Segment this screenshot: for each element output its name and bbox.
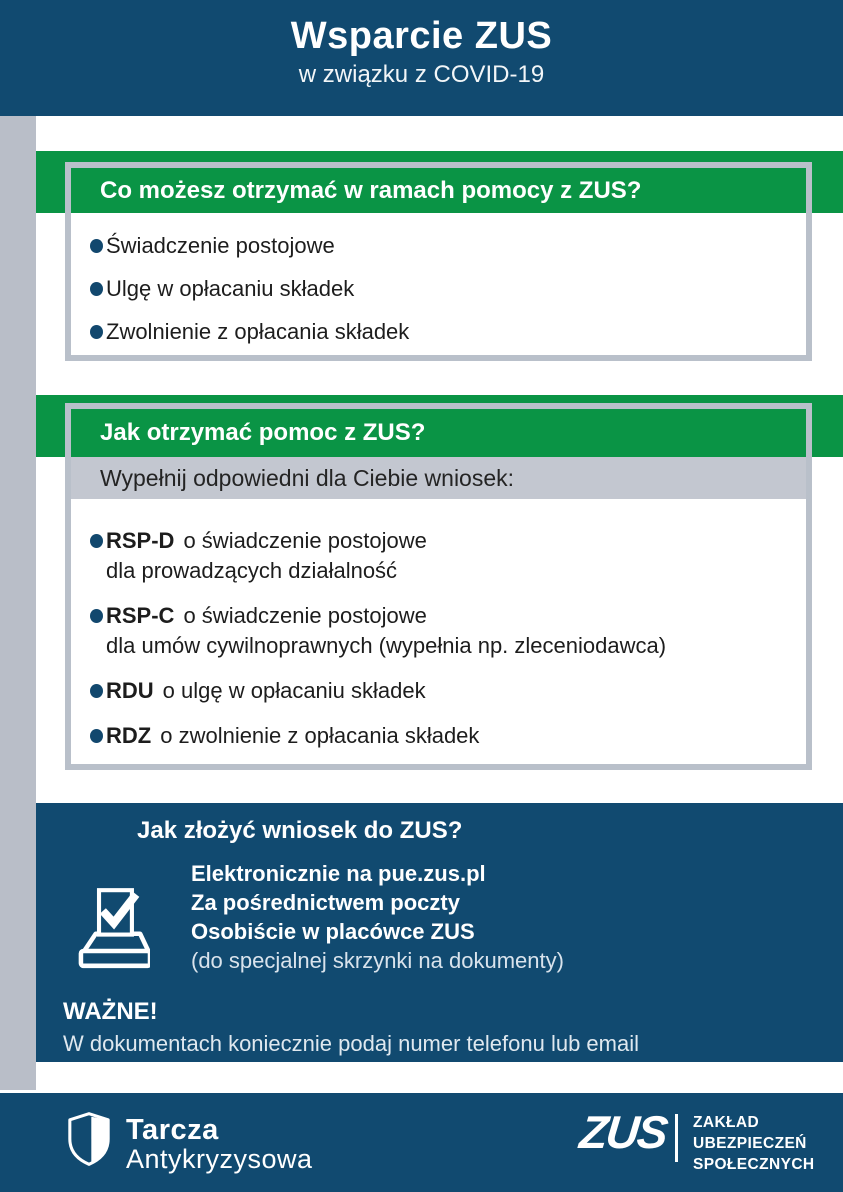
list-item-label: Zwolnienie z opłacania składek <box>106 319 410 344</box>
form-line <box>106 723 479 748</box>
submit-section <box>36 803 843 1062</box>
list-item <box>71 231 806 261</box>
how-section-subtitle: Wypełnij odpowiedni dla Ciebie wniosek: <box>71 457 806 499</box>
submit-method-note: (do specjalnej skrzynki na dokumenty) <box>191 948 564 973</box>
list-item-label: Ulgę w opłacaniu składek <box>106 276 355 301</box>
list-item <box>71 274 806 304</box>
page-footer <box>0 1093 843 1192</box>
form-code: RSP-D <box>106 528 175 553</box>
list-item <box>71 601 806 661</box>
important-label: WAŻNE! <box>63 998 158 1025</box>
bullet-dot-icon <box>90 684 103 698</box>
important-text: W dokumentach koniecznie podaj numer telefonu lub email <box>63 1031 639 1056</box>
zus-logo: ZUS <box>577 1106 669 1158</box>
form-code: RSP-C <box>106 603 175 628</box>
form-description: o świadczenie postojowe <box>183 528 427 553</box>
list-item <box>71 721 806 751</box>
submit-section-title: Jak złożyć wniosek do ZUS? <box>137 817 463 844</box>
list-item <box>71 526 806 586</box>
submit-method: Elektronicznie na pue.zus.pl <box>191 861 486 886</box>
form-code: RDU <box>106 678 154 703</box>
forms-list <box>71 499 806 751</box>
what-you-can-get-box <box>65 162 812 361</box>
page-header <box>0 0 843 116</box>
list-item-label: Świadczenie postojowe <box>106 233 335 258</box>
how-section-title: Jak otrzymać pomoc z ZUS? <box>71 409 806 457</box>
bullet-dot-icon <box>90 282 103 296</box>
zus-org-line: ZAKŁAD <box>693 1114 760 1131</box>
left-accent-strip <box>0 116 36 1090</box>
tarcza-antykryzysowa-logo <box>66 1111 313 1174</box>
what-section-title: Co możesz otrzymać w ramach pomocy z ZUS? <box>71 168 806 213</box>
form-description: o zwolnienie z opłacania składek <box>160 723 480 748</box>
tarcza-logo-text <box>126 1111 313 1174</box>
bullet-dot-icon <box>90 534 103 548</box>
zus-organization-name <box>693 1112 815 1175</box>
zus-org-line: UBEZPIECZEŃ <box>693 1135 807 1152</box>
form-description-line2: dla prowadzących działalność <box>106 558 398 583</box>
how-to-get-help-box <box>65 403 812 770</box>
bullet-dot-icon <box>90 239 103 253</box>
page-subtitle: w związku z COVID-19 <box>298 61 545 88</box>
page-title: Wsparcie ZUS <box>290 15 553 57</box>
submit-methods-list <box>191 859 564 975</box>
list-item <box>71 676 806 706</box>
benefits-list <box>71 213 806 347</box>
form-description-line2: dla umów cywilnoprawnych (wypełnia np. zleceniodawca) <box>106 633 667 658</box>
list-item <box>71 317 806 347</box>
form-description: o ulgę w opłacaniu składek <box>162 678 426 703</box>
form-code: RDZ <box>106 723 152 748</box>
form-line <box>106 528 427 553</box>
tarcza-logo-line2: Antykryzysowa <box>126 1144 313 1174</box>
zus-logo-separator <box>675 1114 678 1162</box>
zus-org-line: SPOŁECZNYCH <box>693 1156 815 1173</box>
submit-method: Za pośrednictwem poczty <box>191 890 460 915</box>
form-line <box>106 678 426 703</box>
bullet-dot-icon <box>90 609 103 623</box>
bullet-dot-icon <box>90 729 103 743</box>
form-description: o świadczenie postojowe <box>183 603 427 628</box>
bullet-dot-icon <box>90 325 103 339</box>
tarcza-logo-line1: Tarcza <box>126 1114 219 1146</box>
ballot-box-check-icon <box>76 879 150 977</box>
submit-method: Osobiście w placówce ZUS <box>191 919 475 944</box>
shield-icon <box>66 1111 112 1167</box>
form-line <box>106 603 427 628</box>
